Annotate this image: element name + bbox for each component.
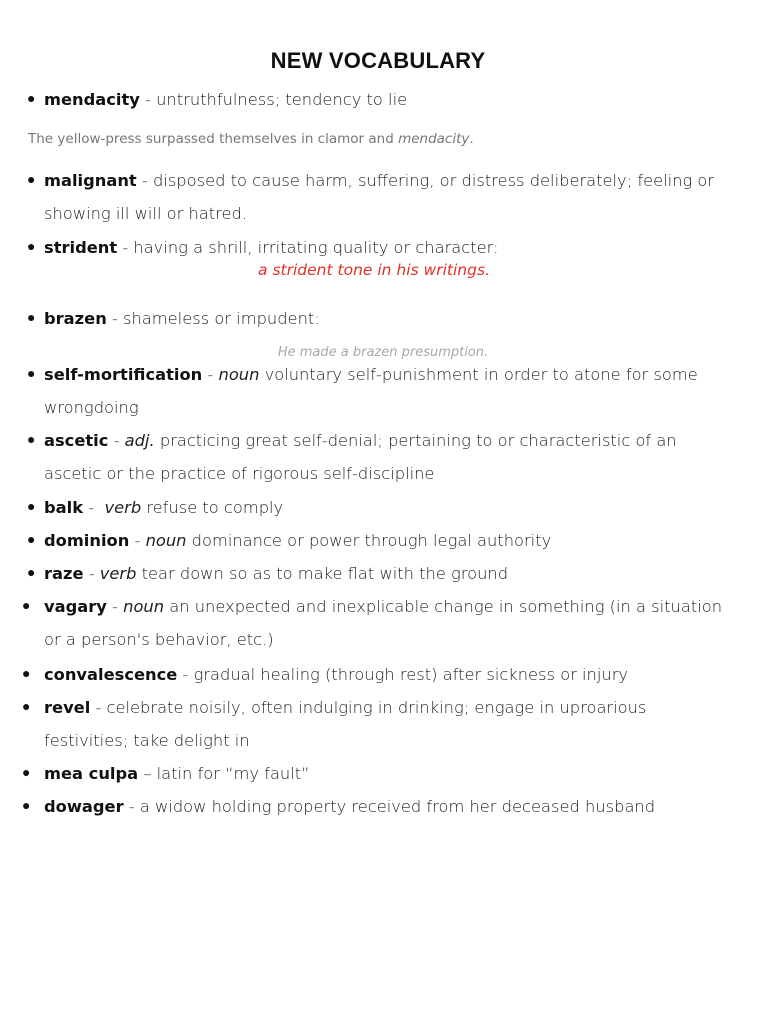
bullet-icon: ●	[22, 765, 31, 781]
vocab-definition: a widow holding property received from her deceased husband	[139, 797, 656, 816]
vocab-entry-vagary	[22, 590, 734, 656]
example-mendacity	[28, 131, 474, 147]
vocab-definition: voluntary self-punishment in order to atone for some wrongdoing	[44, 365, 698, 417]
vocab-definition: refuse to comply	[141, 498, 284, 517]
vocab-term: revel	[44, 698, 91, 717]
vocab-part-of-speech: noun	[123, 597, 165, 616]
vocab-definition: untruthfulness; tendency to lie	[156, 90, 408, 109]
vocab-definition: practicing great self-denial; pertaining to or characteristic of an ascetic or the practice of rigorous self-discipline	[44, 431, 677, 483]
vocab-separator: -	[83, 498, 105, 517]
vocab-definition: disposed to cause harm, suffering, or distress deliberately; feeling or showing ill will or hatred.	[44, 171, 715, 223]
vocab-entry-ascetic	[27, 424, 734, 490]
vocab-definition: tear down so as to make flat with the ground	[136, 564, 509, 583]
bullet-icon: ●	[22, 598, 31, 614]
page-title: NEW VOCABULARY	[270, 48, 486, 73]
example-text: The yellow-press surpassed themselves in clamor and	[28, 131, 399, 147]
example-strident: a strident tone in his writings.	[258, 261, 490, 279]
bullet-icon: ●	[27, 499, 36, 515]
vocab-entry-balk	[27, 491, 734, 524]
vocab-separator: -	[139, 90, 157, 109]
vocab-entry-mendacity	[27, 83, 734, 116]
example-highlight: mendacity	[398, 131, 470, 147]
bullet-icon: ●	[27, 91, 36, 107]
bullet-icon: ●	[27, 172, 36, 188]
bullet-icon: ●	[27, 239, 36, 255]
bullet-icon: ●	[22, 798, 31, 814]
vocab-term: dowager	[44, 797, 124, 816]
vocab-separator: –	[138, 764, 157, 783]
vocab-separator: -	[202, 365, 219, 384]
bullet-icon: ●	[27, 432, 36, 448]
vocab-term: raze	[44, 564, 84, 583]
vocab-term: vagary	[44, 597, 107, 616]
vocab-term: convalescence	[44, 665, 178, 684]
vocab-entry-revel	[22, 691, 734, 757]
vocab-term: ascetic	[44, 431, 109, 450]
vocab-entry-strident	[27, 231, 734, 264]
vocab-term: mea culpa	[44, 764, 139, 783]
vocab-separator: -	[106, 597, 124, 616]
bullet-icon: ●	[27, 565, 36, 581]
vocab-definition: shameless or impudent:	[123, 309, 320, 328]
vocab-term: malignant	[44, 171, 137, 190]
vocab-term: dominion	[44, 531, 130, 550]
bullet-icon: ●	[22, 699, 31, 715]
vocab-separator: -	[117, 238, 134, 257]
vocab-separator: -	[136, 171, 153, 190]
vocab-definition: celebrate noisily, often indulging in drinking; engage in uproarious festivities; take delight in	[44, 698, 647, 750]
vocab-part-of-speech: verb	[99, 564, 137, 583]
vocab-separator: -	[177, 665, 194, 684]
vocab-term: balk	[44, 498, 84, 517]
vocab-definition: dominance or power through legal authority	[186, 531, 552, 550]
example-suffix: .	[469, 131, 474, 147]
vocab-term: strident	[44, 238, 118, 257]
vocab-entry-brazen	[27, 302, 734, 335]
bullet-icon: ●	[27, 310, 36, 326]
vocab-entry-raze	[27, 557, 734, 590]
vocab-term: brazen	[44, 309, 107, 328]
vocab-separator: -	[90, 698, 107, 717]
example-brazen: He made a brazen presumption.	[277, 345, 489, 360]
vocab-term: self-mortification	[44, 365, 203, 384]
vocab-separator: -	[123, 797, 140, 816]
bullet-icon: ●	[27, 366, 36, 382]
vocab-definition: an unexpected and inexplicable change in something (in a situation or a person's behavior, etc.)	[44, 597, 723, 649]
vocab-separator: -	[129, 531, 146, 550]
vocab-part-of-speech: noun	[145, 531, 187, 550]
vocab-part-of-speech: noun	[218, 365, 260, 384]
vocab-definition: having a shrill, irritating quality or character:	[133, 238, 499, 257]
vocab-entry-dowager	[22, 790, 734, 823]
vocab-term: mendacity	[44, 90, 140, 109]
bullet-icon: ●	[27, 532, 36, 548]
vocab-definition: gradual healing (through rest) after sickness or injury	[193, 665, 629, 684]
vocab-part-of-speech: adj.	[124, 431, 155, 450]
vocab-separator: -	[106, 309, 124, 328]
vocab-part-of-speech: verb	[104, 498, 142, 517]
bullet-icon: ●	[22, 666, 31, 682]
vocab-separator: -	[83, 564, 100, 583]
vocab-separator: -	[108, 431, 125, 450]
vocab-entry-dominion	[27, 524, 734, 557]
vocab-definition: latin for “my fault”	[156, 764, 310, 783]
vocab-entry-mea-culpa	[22, 757, 734, 790]
vocab-entry-self-mortification	[27, 358, 734, 424]
vocab-entry-malignant	[27, 164, 734, 230]
vocab-entry-convalescence	[22, 658, 734, 691]
